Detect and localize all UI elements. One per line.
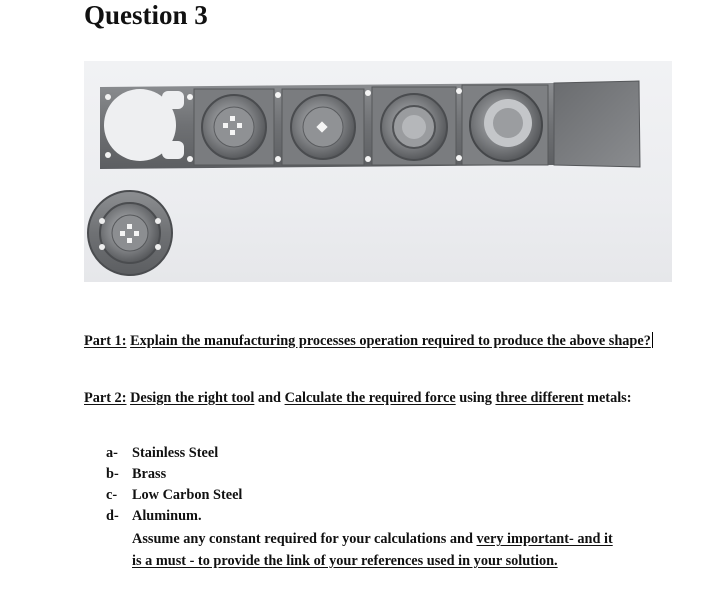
part-2-metals: metals: <box>587 390 632 406</box>
list-item <box>106 464 676 485</box>
station-1-cutout <box>104 89 184 161</box>
part-2-calculate-force: Calculate the required force <box>284 390 456 406</box>
part-2-paragraph <box>84 388 674 409</box>
finished-part <box>88 191 172 275</box>
metal-label: Brass <box>132 466 167 482</box>
progressive-die-strip <box>84 61 672 282</box>
metal-strip <box>100 81 640 169</box>
list-marker: d- <box>106 508 119 524</box>
strip-photo <box>84 61 672 282</box>
part-2-design-tool: Design the right tool <box>130 390 255 406</box>
part-1-label: Part 1: <box>84 333 127 349</box>
metals-list <box>106 443 676 527</box>
station-4 <box>372 87 456 165</box>
note-emphasis-1: very important- and it <box>476 531 613 547</box>
part-2-using: using <box>455 390 496 406</box>
metal-label: Aluminum. <box>132 508 202 524</box>
part-2-label: Part 2: <box>84 390 127 406</box>
station-5-drawn-cup <box>462 85 548 165</box>
text-cursor[interactable] <box>652 332 653 348</box>
page-title: Question 3 <box>84 0 208 30</box>
list-marker: b- <box>106 466 119 482</box>
list-marker: a- <box>106 445 118 461</box>
station-6-flat-blank <box>554 81 640 167</box>
part-1-text: Explain the manufacturing processes operation required to produce the above shape? <box>130 333 651 349</box>
list-item <box>106 506 676 527</box>
note-emphasis-2: is a must - to provide the link of your references used in your solution. <box>132 553 558 569</box>
metal-label: Low Carbon Steel <box>132 487 243 503</box>
assumption-note <box>132 528 677 572</box>
list-marker: c- <box>106 487 118 503</box>
list-item <box>106 443 676 464</box>
part-2-three-different: three different <box>495 390 584 406</box>
list-item <box>106 485 676 506</box>
note-plain: Assume any constant required for your calculations and <box>132 531 477 547</box>
station-2 <box>194 89 274 165</box>
part-2-and: and <box>254 390 285 406</box>
metal-label: Stainless Steel <box>132 445 219 461</box>
part-1-paragraph <box>84 331 674 352</box>
station-3 <box>282 89 364 165</box>
